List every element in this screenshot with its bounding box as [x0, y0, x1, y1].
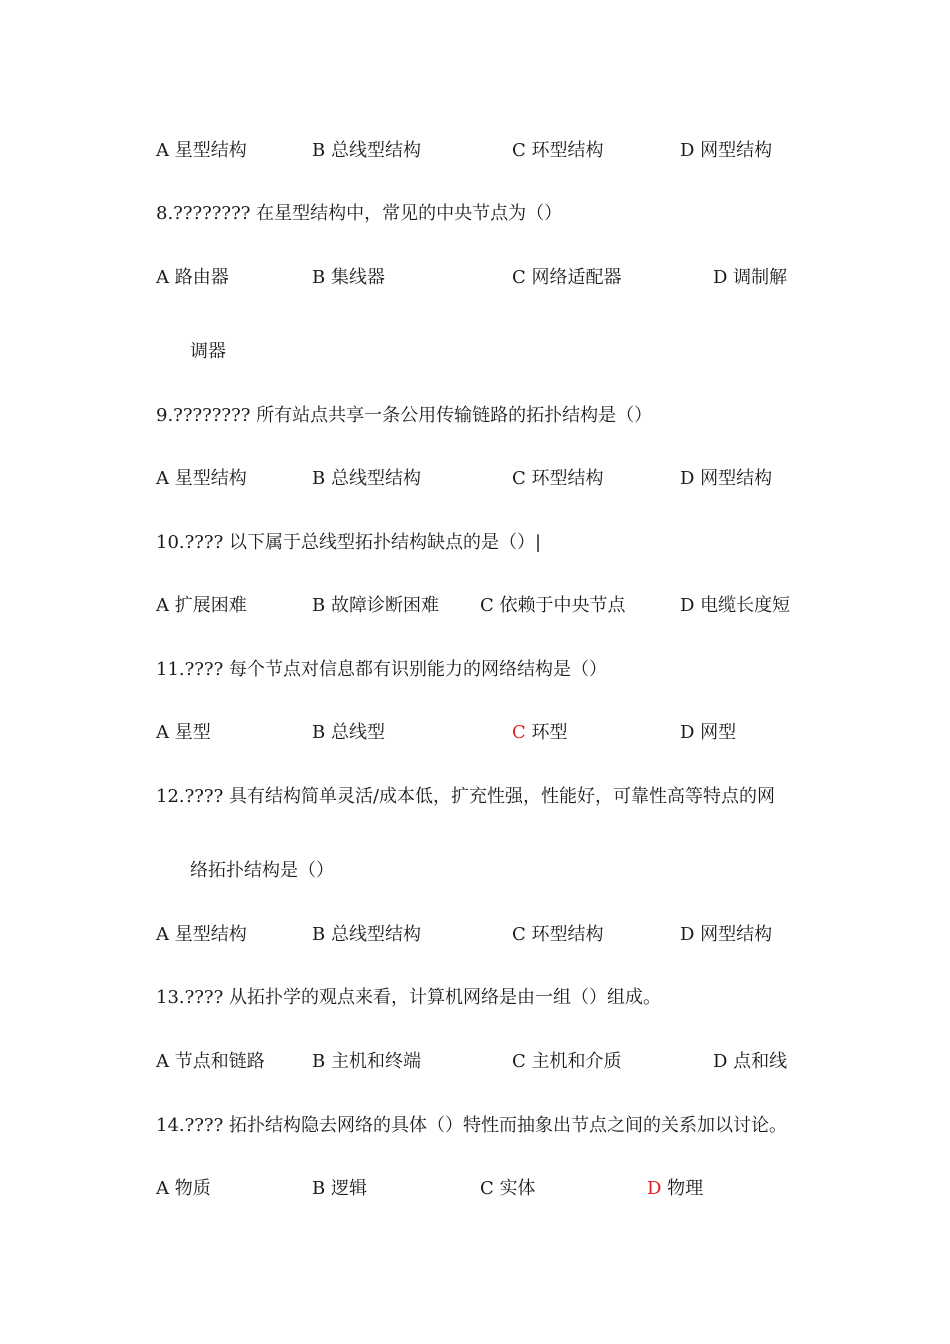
option-text: 总线型结构	[330, 924, 421, 945]
option-letter: D	[713, 1051, 728, 1072]
option-b	[312, 1177, 367, 1201]
option-b	[312, 923, 421, 947]
option-a	[156, 594, 247, 618]
option-d	[680, 139, 772, 163]
option-d	[680, 594, 790, 618]
option-letter: D	[713, 267, 728, 288]
option-text: 扩展困难	[174, 595, 247, 616]
option-d	[680, 923, 772, 947]
option-letter: C	[512, 722, 526, 743]
option-b	[312, 139, 421, 163]
option-a	[156, 139, 247, 163]
option-letter: A	[156, 1051, 169, 1072]
option-letter: A	[156, 267, 169, 288]
option-text: 星型结构	[174, 468, 247, 489]
option-c	[480, 1177, 536, 1201]
option-text: 星型结构	[174, 924, 247, 945]
option-b	[312, 266, 385, 290]
option-b	[312, 721, 385, 745]
option-letter: D	[680, 924, 695, 945]
option-text: 逻辑	[330, 1178, 367, 1199]
option-letter: A	[156, 595, 169, 616]
option-letter: B	[312, 140, 326, 161]
question-text: 8.???????? 在星型结构中，常见的中央节点为（）	[156, 203, 563, 224]
question-continuation: 调器	[190, 341, 226, 362]
question-text: 9.???????? 所有站点共享一条公用传输链路的拓扑结构是（）	[156, 405, 653, 426]
option-letter: B	[312, 267, 326, 288]
option-letter: B	[312, 1051, 326, 1072]
option-text: 物理	[667, 1178, 704, 1199]
option-d	[713, 1050, 787, 1074]
option-letter: B	[312, 595, 326, 616]
option-text: 网络适配器	[531, 267, 622, 288]
option-text: 实体	[499, 1178, 536, 1199]
option-letter: C	[512, 1051, 526, 1072]
option-letter: C	[512, 140, 526, 161]
question-text: 14.???? 拓扑结构隐去网络的具体（）特性而抽象出节点之间的关系加以讨论。	[156, 1115, 787, 1136]
option-text: 环型	[531, 722, 568, 743]
option-text: 环型结构	[531, 468, 604, 489]
option-d	[713, 266, 787, 290]
option-a	[156, 923, 247, 947]
option-text: 环型结构	[531, 924, 604, 945]
option-letter: B	[312, 722, 326, 743]
option-c	[512, 721, 568, 745]
option-text: 调制解	[733, 267, 788, 288]
option-a	[156, 1177, 211, 1201]
option-letter: A	[156, 468, 169, 489]
option-c	[512, 266, 622, 290]
option-letter: A	[156, 924, 169, 945]
option-text: 集线器	[330, 267, 385, 288]
question-text: 13.???? 从拓扑学的观点来看，计算机网络是由一组（）组成。	[156, 987, 661, 1008]
option-a	[156, 1050, 265, 1074]
option-c	[512, 139, 604, 163]
option-text: 总线型结构	[330, 468, 421, 489]
option-letter: C	[512, 468, 526, 489]
option-letter: C	[512, 924, 526, 945]
question-text: 10.???? 以下属于总线型拓扑结构缺点的是（）|	[156, 532, 542, 553]
option-text: 总线型	[330, 722, 385, 743]
option-a	[156, 721, 211, 745]
option-letter: A	[156, 722, 169, 743]
option-text: 网型结构	[700, 468, 773, 489]
option-b	[312, 1050, 421, 1074]
option-d	[680, 467, 772, 491]
option-text: 星型结构	[174, 140, 247, 161]
option-c	[480, 594, 626, 618]
option-text: 主机和介质	[531, 1051, 622, 1072]
option-b	[312, 467, 421, 491]
option-letter: B	[312, 1178, 326, 1199]
option-text: 环型结构	[531, 140, 604, 161]
option-text: 物质	[174, 1178, 211, 1199]
option-c	[512, 467, 604, 491]
option-a	[156, 266, 229, 290]
option-text: 电缆长度短	[700, 595, 791, 616]
option-text: 主机和终端	[330, 1051, 421, 1072]
option-text: 点和线	[733, 1051, 788, 1072]
option-text: 网型结构	[700, 924, 773, 945]
option-letter: D	[680, 140, 695, 161]
option-d	[647, 1177, 703, 1201]
option-c	[512, 923, 604, 947]
option-text: 总线型结构	[330, 140, 421, 161]
option-a	[156, 467, 247, 491]
option-letter: D	[647, 1178, 662, 1199]
option-letter: D	[680, 595, 695, 616]
option-letter: C	[512, 267, 526, 288]
option-letter: C	[480, 1178, 494, 1199]
option-text: 网型	[700, 722, 737, 743]
option-letter: D	[680, 468, 695, 489]
option-letter: B	[312, 468, 326, 489]
option-text: 故障诊断困难	[330, 595, 439, 616]
option-text: 节点和链路	[174, 1051, 265, 1072]
option-text: 网型结构	[700, 140, 773, 161]
option-b	[312, 594, 439, 618]
question-continuation: 络拓扑结构是（）	[190, 860, 334, 881]
option-letter: C	[480, 595, 494, 616]
option-letter: A	[156, 1178, 169, 1199]
option-text: 星型	[174, 722, 211, 743]
option-c	[512, 1050, 622, 1074]
option-d	[680, 721, 736, 745]
option-text: 依赖于中央节点	[499, 595, 626, 616]
question-text: 12.???? 具有结构简单灵活/成本低，扩充性强，性能好，可靠性高等特点的网	[156, 786, 776, 807]
option-letter: B	[312, 924, 326, 945]
option-letter: D	[680, 722, 695, 743]
option-text: 路由器	[174, 267, 229, 288]
option-letter: A	[156, 140, 169, 161]
question-text: 11.???? 每个节点对信息都有识别能力的网络结构是（）	[156, 659, 607, 680]
